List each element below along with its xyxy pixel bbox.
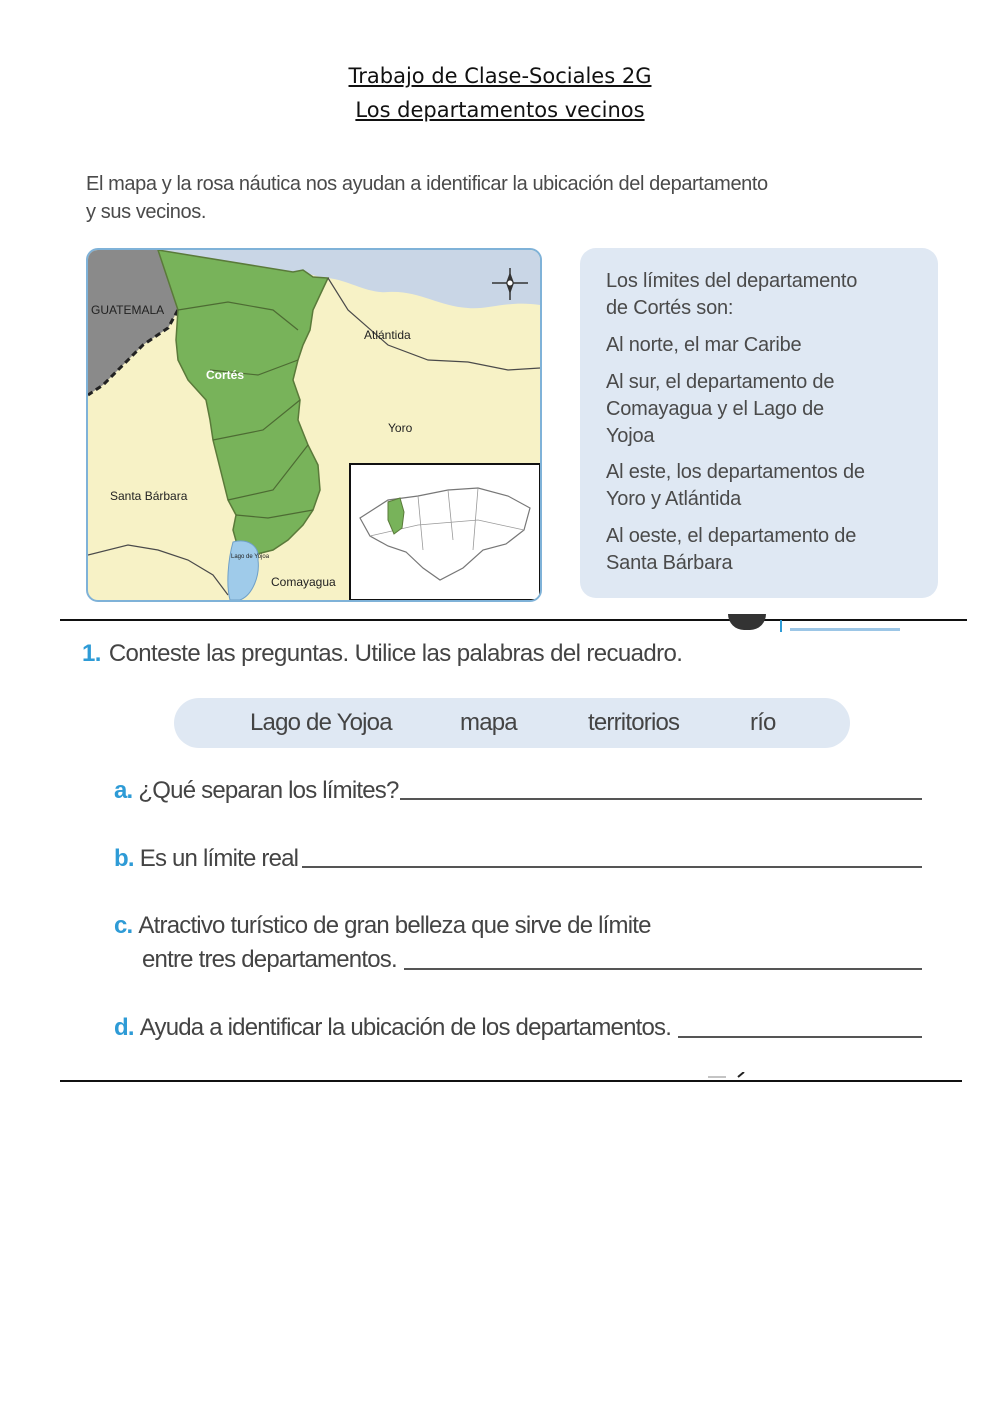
honduras-inset-map — [350, 464, 540, 600]
limits-heading-line-2: de Cortés son: — [606, 297, 734, 319]
map-graphic — [88, 250, 540, 600]
limit-west-line-2: Santa Bárbara — [606, 552, 733, 574]
limit-south-line-2: Comayagua y el Lago de — [606, 398, 824, 420]
limit-north: Al norte, el mar Caribe — [606, 334, 802, 356]
answer-line-c[interactable] — [404, 968, 922, 970]
cortes-map — [86, 248, 542, 602]
question-d — [114, 1014, 671, 1042]
limit-south-line-3: Yojoa — [606, 425, 655, 447]
stray-mark — [708, 1072, 748, 1078]
limits-info-box — [580, 248, 938, 598]
badge-cutoff-text — [790, 620, 900, 631]
word-bank — [174, 698, 850, 748]
limit-east-line-1: Al este, los departamentos de — [606, 461, 865, 483]
question-text: Ayuda a identificar la ubicación de los departamentos. — [139, 1014, 672, 1041]
question-letter: a. — [114, 777, 133, 804]
badge-icon — [728, 614, 766, 630]
exercise-heading — [82, 640, 682, 668]
limits-heading-line-1: Los límites del departamento — [606, 270, 858, 292]
lago-de-yojoa — [228, 541, 258, 600]
badge-divider — [780, 620, 782, 632]
divider-bottom — [60, 1080, 962, 1082]
limit-west-line-1: Al oeste, el departamento de — [606, 525, 857, 547]
answer-line-a[interactable] — [400, 798, 922, 800]
question-c — [114, 912, 651, 940]
exercise-number: 1. — [82, 640, 101, 667]
intro-text-line-2: y sus vecinos. — [86, 201, 207, 223]
question-a — [114, 777, 399, 805]
label-cortes: Cortés — [206, 368, 245, 382]
question-c-line-2: entre tres departamentos. — [142, 946, 397, 973]
question-text: Es un límite real — [139, 845, 299, 872]
label-lago: Lago de Yojoa — [231, 554, 270, 560]
answer-line-b[interactable] — [302, 866, 922, 868]
intro-text-line-1: El mapa y la rosa náutica nos ayudan a identificar la ubicación del departamento — [86, 173, 768, 195]
word-bank-item: territorios — [588, 709, 680, 736]
label-comayagua: Comayagua — [271, 575, 336, 589]
label-guatemala: GUATEMALA — [91, 303, 165, 317]
exercise-instruction: Conteste las preguntas. Utilice las palabras del recuadro. — [108, 640, 683, 667]
limit-east-line-2: Yoro y Atlántida — [606, 488, 742, 510]
page-title: Trabajo de Clase-Sociales 2G — [348, 64, 652, 88]
word-bank-item: Lago de Yojoa — [250, 709, 392, 736]
question-text: ¿Qué separan los límites? — [138, 777, 399, 804]
question-b — [114, 845, 298, 873]
page-subtitle: Los departamentos vecinos — [355, 98, 645, 122]
cortes-region — [158, 250, 328, 555]
label-yoro: Yoro — [388, 421, 413, 435]
question-text: Atractivo turístico de gran belleza que sirve de límite — [138, 912, 651, 939]
word-bank-item: mapa — [460, 709, 517, 736]
question-letter: c. — [114, 912, 133, 939]
label-atlantida: Atlántida — [364, 328, 411, 342]
question-letter: d. — [114, 1014, 134, 1041]
word-bank-item: río — [750, 709, 776, 736]
limit-south-line-1: Al sur, el departamento de — [606, 371, 835, 393]
label-santa-barbara: Santa Bárbara — [110, 489, 188, 503]
santa-barbara-border — [88, 545, 228, 595]
question-letter: b. — [114, 845, 134, 872]
answer-line-d[interactable] — [678, 1036, 922, 1038]
